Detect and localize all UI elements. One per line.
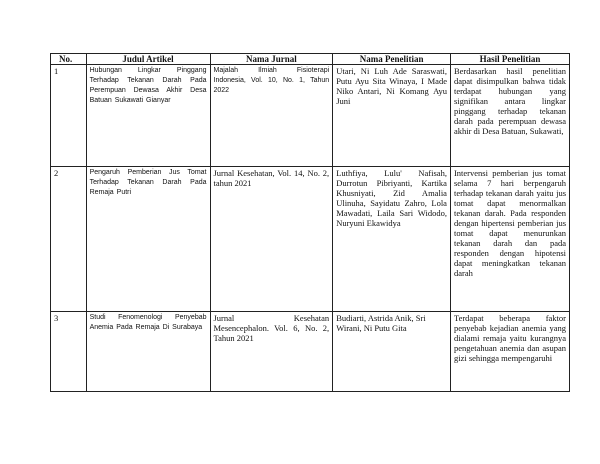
cell-no: 3 [51,312,87,392]
cell-no: 2 [51,167,87,312]
cell-judul: Studi Fenomenologi Penyebab Anemia Pada Remaja Di Surabaya [86,312,210,392]
cell-jurnal: Jurnal Kesehatan, Vol. 14, No. 2, tahun 2021 [210,167,333,312]
cell-no: 1 [51,65,87,167]
cell-hasil: Terdapat beberapa faktor penyebab kejadian anemia yang dialami remaja yaitu kurangnya pengetahuan anemia dan asupan gizi sehingga mempengaruhi [450,312,569,392]
table-row [51,312,570,392]
header-hasil-penelitian: Hasil Penelitian [450,54,569,65]
cell-peneliti: Budiarti, Astrida Anik, Sri Wirani, Ni Putu Gita [333,312,451,392]
cell-jurnal: Jurnal Kesehatan Mesencephalon. Vol. 6, No. 2, Tahun 2021 [210,312,333,392]
header-judul-artikel: Judul Artikel [86,54,210,65]
cell-peneliti: Utari, Ni Luh Ade Saraswati, Putu Ayu Sita Winaya, I Made Niko Antari, Ni Komang Ayu Juni [333,65,451,167]
header-nama-jurnal: Nama Jurnal [210,54,333,65]
cell-hasil: Berdasarkan hasil penelitian dapat disimpulkan bahwa tidak terdapat hubungan yang signifikan antara lingkar pinggang terhadap tekanan darah pada perempuan dewasa akhir di Desa Batuan, Sukawati, [450,65,569,167]
cell-peneliti: Luthfiya, Lulu' Nafisah, Durrotun Pibriyanti, Kartika Khusniyati, Zid Amalia Ulinuha, Sayidatu Zahro, Lola Mawadati, Laila Sari Widodo, Nuryuni Ekawidya [333,167,451,312]
cell-jurnal: Majalah Ilmiah Fisioterapi Indonesia, Vol. 10, No. 1, Tahun 2022 [210,65,333,167]
table-row [51,65,570,167]
table-row [51,167,570,312]
table-header-row [51,54,570,65]
literature-table [50,53,570,392]
cell-hasil: Intervensi pemberian jus tomat selama 7 hari berpengaruh terhadap tekanan darah yaitu jus tomat dapat menormalkan tekanan darah. Pada responden dengan hipertensi pemberian jus tomat dapat menurunkan tekanan darah dan pada responden dengan hipotensi dapat meningkatkan tekanan darah [450,167,569,312]
header-nama-penelitian: Nama Penelitian [333,54,451,65]
cell-judul: Hubungan Lingkar Pinggang Terhadap Tekanan Darah Pada Perempuan Dewasa Akhir Desa Batuan Sukawati Gianyar [86,65,210,167]
header-no: No. [51,54,87,65]
cell-judul: Pengaruh Pemberian Jus Tomat Terhadap Tekanan Darah Pada Remaja Putri [86,167,210,312]
